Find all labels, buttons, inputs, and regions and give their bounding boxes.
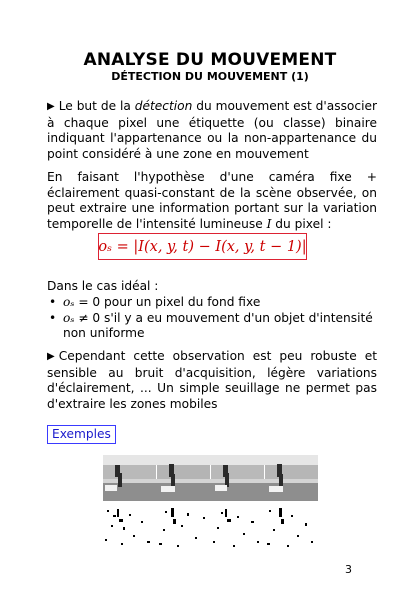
difference-formula: oₛ = |I(x, y, t) − I(x, y, t − 1)| <box>98 233 307 260</box>
intensity-symbol: I <box>266 216 272 231</box>
page-title: ANALYSE DU MOUVEMENT <box>83 50 337 70</box>
bullet-dot-icon: • <box>49 295 57 309</box>
ideal-case-label: Dans le cas idéal : <box>47 279 159 293</box>
ideal-case-list <box>47 295 377 342</box>
page-subtitle: DÉTECTION DU MOUVEMENT (1) <box>111 70 309 83</box>
motion-masks-row <box>103 504 318 550</box>
triangle-bullet-icon: ▶ <box>47 351 55 362</box>
hypothesis-paragraph: En faisant l'hypothèse d'une caméra fixe + éclairement quasi-constant de la scène observée, on peut extraire une information portant sur la variation temporelle de l'intensité lumineuse I du pixel : <box>47 170 377 231</box>
list-item: • oₛ ≠ 0 s'il y a eu mouvement d'un objet d'intensité non uniforme <box>49 310 373 341</box>
video-frames-row <box>103 455 318 501</box>
caveat-paragraph: ▶ Cependant cette observation est peu robuste et sensible au bruit d'acquisition, légère variations d'éclairement, ... Un simple seuillage ne permet pas d'extraire les zones mobiles <box>47 349 377 411</box>
example-frames-image <box>103 455 318 550</box>
examples-link[interactable]: Exemples <box>47 425 116 444</box>
bullet-dot-icon: • <box>49 310 57 325</box>
list-item: • oₛ = 0 pour un pixel du fond fixe <box>49 295 261 309</box>
page-number: 3 <box>345 563 352 576</box>
detection-emphasis: détection <box>134 99 193 113</box>
intro-paragraph: ▶ Le but de la détection du mouvement est d'associer à chaque pixel une étiquette (ou classe) binaire indiquant l'appartenance ou la non-appartenance du point considéré à une zone en mouvement <box>47 99 377 161</box>
triangle-bullet-icon: ▶ <box>47 101 55 112</box>
